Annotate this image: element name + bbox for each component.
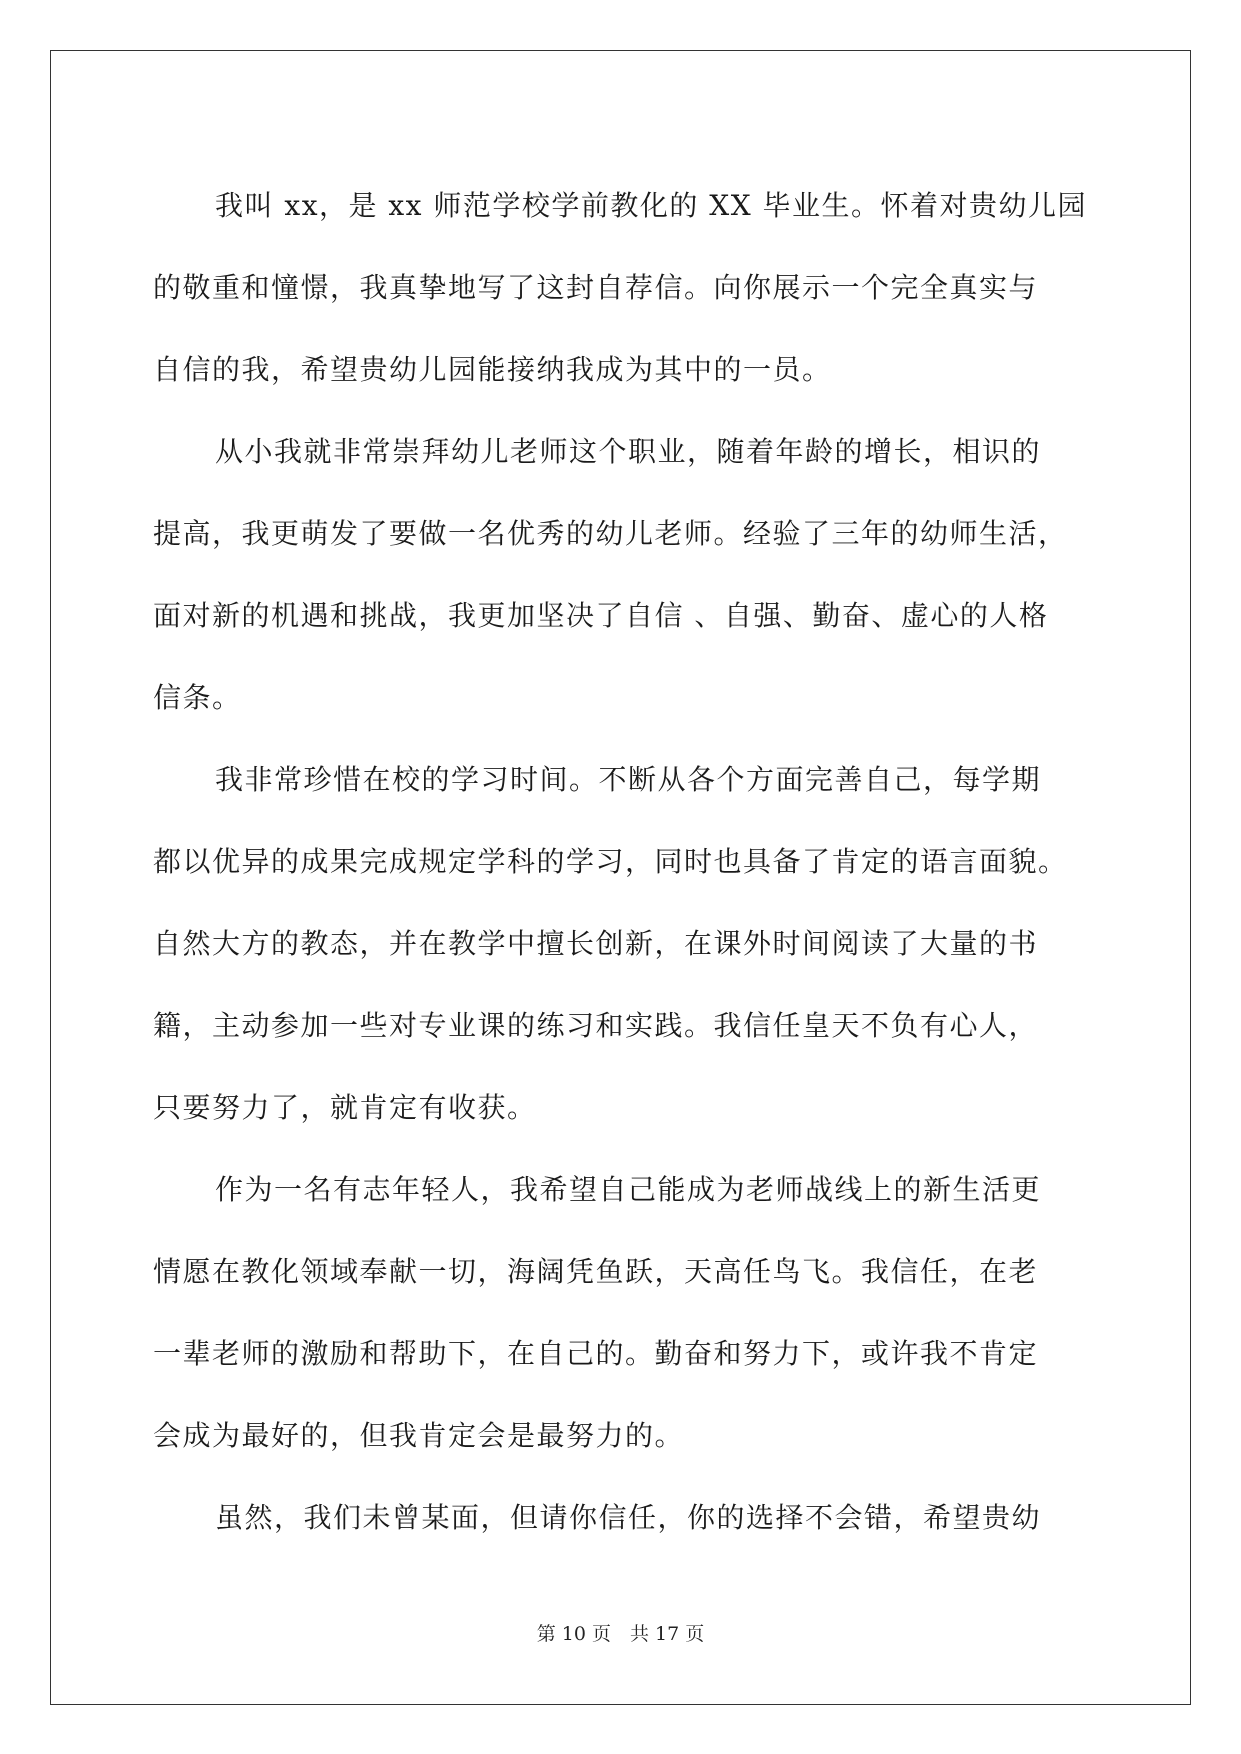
paragraph-5-line-1: 虽然，我们未曾某面，但请你信任，你的选择不会错，希望贵幼 [215, 1501, 1042, 1534]
paragraph-4-line-2: 情愿在教化领域奉献一切，海阔凭鱼跃，天高任鸟飞。我信任，在老 [153, 1255, 1039, 1288]
paragraph-4-line-3: 一辈老师的激励和帮助下，在自己的。勤奋和努力下，或许我不肯定 [153, 1337, 1039, 1370]
paragraph-4-line-1: 作为一名有志年轻人，我希望自己能成为老师战线上的新生活更 [215, 1173, 1042, 1206]
paragraph-3-line-1: 我非常珍惜在校的学习时间。不断从各个方面完善自己，每学期 [215, 763, 1042, 796]
paragraph-2-line-3: 面对新的机遇和挑战，我更加坚决了自信 、自强、勤奋、虚心的人格 [153, 599, 1049, 632]
paragraph-2-line-2: 提高，我更萌发了要做一名优秀的幼儿老师。经验了三年的幼师生活， [153, 517, 1068, 550]
paragraph-2-line-1: 从小我就非常崇拜幼儿老师这个职业，随着年龄的增长，相识的 [215, 435, 1042, 468]
paragraph-3-line-2: 都以优异的成果完成规定学科的学习，同时也具备了肯定的语言面貌。 [153, 845, 1068, 878]
paragraph-1-line-3: 自信的我，希望贵幼儿园能接纳我成为其中的一员。 [153, 353, 832, 386]
paragraph-1-line-2: 的敬重和憧憬，我真挚地写了这封自荐信。向你展示一个完全真实与 [153, 271, 1039, 304]
page-number-footer: 第 10 页 共 17 页 [536, 1623, 705, 1645]
document-body [153, 165, 1128, 1559]
paragraph-3-line-4: 籍，主动参加一些对专业课的练习和实践。我信任皇天不负有心人， [153, 1009, 1039, 1042]
paragraph-1-line-1: 我叫 xx，是 xx 师范学校学前教化的 XX 毕业生。怀着对贵幼儿园 [215, 189, 1088, 222]
paragraph-3-line-3: 自然大方的教态，并在教学中擅长创新，在课外时间阅读了大量的书 [153, 927, 1039, 960]
paragraph-4-line-4: 会成为最好的，但我肯定会是最努力的。 [153, 1419, 685, 1452]
paragraph-3-line-5: 只要努力了，就肯定有收获。 [153, 1091, 537, 1124]
paragraph-2-line-4: 信条。 [153, 681, 242, 714]
